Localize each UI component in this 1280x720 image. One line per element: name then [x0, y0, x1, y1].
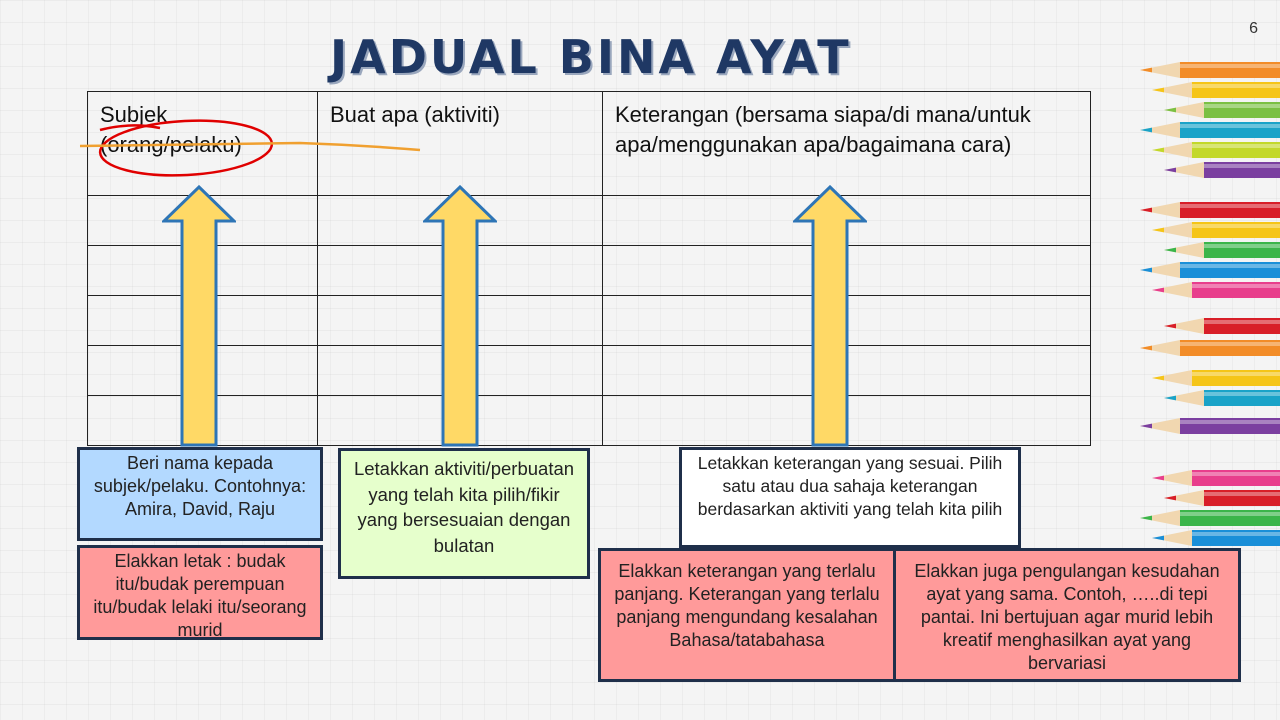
pencil-icon [1152, 370, 1280, 386]
table-row [88, 296, 1091, 346]
pencil-icon [1152, 142, 1280, 158]
up-arrow-icon [162, 185, 236, 447]
sentence-table [87, 91, 1091, 446]
pencil-icon [1140, 510, 1280, 526]
pencil-icon [1164, 162, 1280, 178]
pencil-icon [1140, 62, 1280, 78]
header-activity: Buat apa (aktiviti) [318, 92, 603, 196]
header-subject [88, 92, 318, 196]
colored-pencils-decoration [1110, 50, 1280, 700]
subject-avoid-box: Elakkan letak : budak itu/budak perempuan itu/budak lelaki itu/seorang murid [77, 545, 323, 640]
header-description: Keterangan (bersama siapa/di mana/untuk apa/menggunakan apa/bagaimana cara) [603, 92, 1091, 196]
header-subject-line1: Subjek [100, 102, 168, 127]
pencil-icon [1152, 470, 1280, 486]
pencil-icon [1164, 390, 1280, 406]
pencil-icon [1164, 490, 1280, 506]
description-tip-box: Letakkan keterangan yang sesuai. Pilih satu atau dua sahaja keterangan berdasarkan aktiviti yang telah kita pilih [679, 447, 1021, 548]
pencil-icon [1164, 242, 1280, 258]
description-avoid-repeat-box: Elakkan juga pengulangan kesudahan ayat yang sama. Contoh, …..di tepi pantai. Ini bertujuan agar murid lebih kreatif menghasilkan ayat yang bervariasi [893, 548, 1241, 682]
pencil-icon [1140, 340, 1280, 356]
pencil-icon [1152, 282, 1280, 298]
pencil-icon [1152, 82, 1280, 98]
header-subject-line2: (orang/pelaku) [100, 132, 242, 157]
pencil-icon [1164, 318, 1280, 334]
pencil-icon [1140, 418, 1280, 434]
pencil-icon [1140, 262, 1280, 278]
description-avoid-long-box: Elakkan keterangan yang terlalu panjang. Keterangan yang terlalu panjang mengundang kesalahan Bahasa/tatabahasa [598, 548, 896, 682]
activity-tip-box: Letakkan aktiviti/perbuatan yang telah kita pilih/fikir yang bersesuaian dengan bulatan [338, 448, 590, 579]
pencil-icon [1140, 122, 1280, 138]
slide-number: 6 [1249, 20, 1258, 37]
pencil-icon [1140, 202, 1280, 218]
pencil-icon [1164, 102, 1280, 118]
table-row [88, 396, 1091, 446]
up-arrow-icon [423, 185, 497, 447]
table-row [88, 196, 1091, 246]
pencil-icon [1152, 222, 1280, 238]
table-row [88, 346, 1091, 396]
table-row [88, 246, 1091, 296]
up-arrow-icon [793, 185, 867, 447]
pencil-icon [1152, 530, 1280, 546]
page-title: JADUAL BINA AYAT [330, 30, 852, 84]
subject-tip-box: Beri nama kepada subjek/pelaku. Contohnya: Amira, David, Raju [77, 447, 323, 541]
table-header-row [88, 92, 1091, 196]
